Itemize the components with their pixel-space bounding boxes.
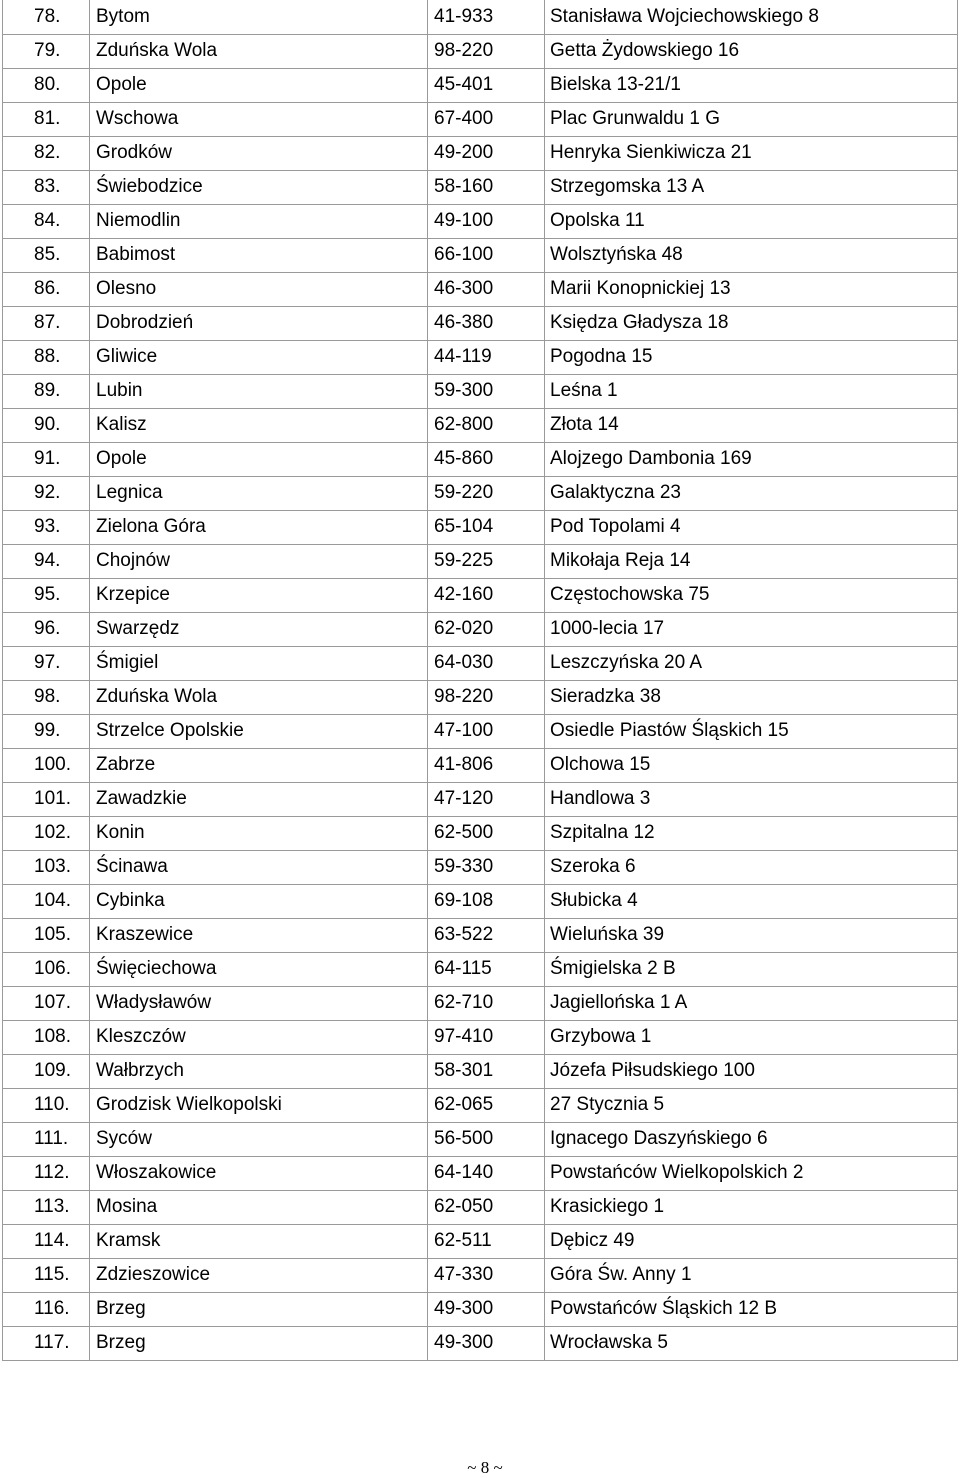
table-row xyxy=(3,204,958,238)
row-number: 108. xyxy=(3,1020,90,1054)
street-address-cell: Bielska 13-21/1 xyxy=(545,68,958,102)
postal-code-cell: 49-300 xyxy=(428,1326,545,1360)
page-number: ~ 8 ~ xyxy=(467,1458,503,1477)
city-cell: Kramsk xyxy=(90,1224,428,1258)
table-row xyxy=(3,374,958,408)
city-cell: Syców xyxy=(90,1122,428,1156)
postal-code-cell: 66-100 xyxy=(428,238,545,272)
row-number: 92. xyxy=(3,476,90,510)
street-address-cell: Sieradzka 38 xyxy=(545,680,958,714)
table-row xyxy=(3,170,958,204)
street-address-cell: Księdza Gładysza 18 xyxy=(545,306,958,340)
row-number: 103. xyxy=(3,850,90,884)
street-address-cell: Śmigielska 2 B xyxy=(545,952,958,986)
street-address-cell: Józefa Piłsudskiego 100 xyxy=(545,1054,958,1088)
table-row xyxy=(3,340,958,374)
city-cell: Zielona Góra xyxy=(90,510,428,544)
street-address-cell: Szeroka 6 xyxy=(545,850,958,884)
street-address-cell: Grzybowa 1 xyxy=(545,1020,958,1054)
table-row xyxy=(3,1088,958,1122)
city-cell: Grodków xyxy=(90,136,428,170)
city-cell: Wschowa xyxy=(90,102,428,136)
row-number: 105. xyxy=(3,918,90,952)
street-address-cell: Handlowa 3 xyxy=(545,782,958,816)
table-row xyxy=(3,476,958,510)
table-row xyxy=(3,34,958,68)
row-number: 112. xyxy=(3,1156,90,1190)
street-address-cell: Alojzego Dambonia 169 xyxy=(545,442,958,476)
table-row xyxy=(3,408,958,442)
postal-code-cell: 46-300 xyxy=(428,272,545,306)
street-address-cell: Olchowa 15 xyxy=(545,748,958,782)
row-number: 104. xyxy=(3,884,90,918)
address-table-body xyxy=(3,0,958,1360)
table-row xyxy=(3,68,958,102)
postal-code-cell: 98-220 xyxy=(428,34,545,68)
row-number: 110. xyxy=(3,1088,90,1122)
postal-code-cell: 59-300 xyxy=(428,374,545,408)
city-cell: Ścinawa xyxy=(90,850,428,884)
table-row xyxy=(3,544,958,578)
street-address-cell: 1000-lecia 17 xyxy=(545,612,958,646)
postal-code-cell: 65-104 xyxy=(428,510,545,544)
street-address-cell: Szpitalna 12 xyxy=(545,816,958,850)
postal-code-cell: 62-800 xyxy=(428,408,545,442)
row-number: 102. xyxy=(3,816,90,850)
postal-code-cell: 49-300 xyxy=(428,1292,545,1326)
postal-code-cell: 64-115 xyxy=(428,952,545,986)
street-address-cell: Jagiellońska 1 A xyxy=(545,986,958,1020)
city-cell: Chojnów xyxy=(90,544,428,578)
table-row xyxy=(3,272,958,306)
postal-code-cell: 47-120 xyxy=(428,782,545,816)
table-row xyxy=(3,1054,958,1088)
postal-code-cell: 64-140 xyxy=(428,1156,545,1190)
street-address-cell: Leszczyńska 20 A xyxy=(545,646,958,680)
postal-code-cell: 58-160 xyxy=(428,170,545,204)
table-row xyxy=(3,578,958,612)
table-row xyxy=(3,0,958,34)
city-cell: Kleszczów xyxy=(90,1020,428,1054)
postal-code-cell: 62-511 xyxy=(428,1224,545,1258)
row-number: 84. xyxy=(3,204,90,238)
city-cell: Brzeg xyxy=(90,1292,428,1326)
row-number: 115. xyxy=(3,1258,90,1292)
city-cell: Kraszewice xyxy=(90,918,428,952)
city-cell: Świebodzice xyxy=(90,170,428,204)
table-row xyxy=(3,986,958,1020)
postal-code-cell: 62-500 xyxy=(428,816,545,850)
table-row xyxy=(3,510,958,544)
street-address-cell: Krasickiego 1 xyxy=(545,1190,958,1224)
city-cell: Lubin xyxy=(90,374,428,408)
table-row xyxy=(3,782,958,816)
row-number: 113. xyxy=(3,1190,90,1224)
postal-code-cell: 62-710 xyxy=(428,986,545,1020)
postal-code-cell: 59-330 xyxy=(428,850,545,884)
table-row xyxy=(3,306,958,340)
row-number: 95. xyxy=(3,578,90,612)
city-cell: Kalisz xyxy=(90,408,428,442)
row-number: 109. xyxy=(3,1054,90,1088)
postal-code-cell: 62-050 xyxy=(428,1190,545,1224)
postal-code-cell: 62-020 xyxy=(428,612,545,646)
postal-code-cell: 47-100 xyxy=(428,714,545,748)
street-address-cell: Stanisława Wojciechowskiego 8 xyxy=(545,0,958,34)
table-row xyxy=(3,238,958,272)
table-row xyxy=(3,1020,958,1054)
city-cell: Mosina xyxy=(90,1190,428,1224)
postal-code-cell: 46-380 xyxy=(428,306,545,340)
city-cell: Babimost xyxy=(90,238,428,272)
postal-code-cell: 67-400 xyxy=(428,102,545,136)
row-number: 81. xyxy=(3,102,90,136)
row-number: 90. xyxy=(3,408,90,442)
row-number: 88. xyxy=(3,340,90,374)
table-row xyxy=(3,952,958,986)
city-cell: Dobrodzień xyxy=(90,306,428,340)
city-cell: Śmigiel xyxy=(90,646,428,680)
street-address-cell: Plac Grunwaldu 1 G xyxy=(545,102,958,136)
city-cell: Olesno xyxy=(90,272,428,306)
row-number: 91. xyxy=(3,442,90,476)
row-number: 82. xyxy=(3,136,90,170)
row-number: 79. xyxy=(3,34,90,68)
city-cell: Opole xyxy=(90,442,428,476)
row-number: 111. xyxy=(3,1122,90,1156)
street-address-cell: Pod Topolami 4 xyxy=(545,510,958,544)
street-address-cell: Strzegomska 13 A xyxy=(545,170,958,204)
street-address-cell: Opolska 11 xyxy=(545,204,958,238)
postal-code-cell: 42-160 xyxy=(428,578,545,612)
street-address-cell: Osiedle Piastów Śląskich 15 xyxy=(545,714,958,748)
table-row xyxy=(3,1190,958,1224)
city-cell: Opole xyxy=(90,68,428,102)
row-number: 96. xyxy=(3,612,90,646)
table-row xyxy=(3,1122,958,1156)
street-address-cell: Henryka Sienkiwicza 21 xyxy=(545,136,958,170)
postal-code-cell: 63-522 xyxy=(428,918,545,952)
row-number: 87. xyxy=(3,306,90,340)
postal-code-cell: 41-933 xyxy=(428,0,545,34)
row-number: 94. xyxy=(3,544,90,578)
table-row xyxy=(3,680,958,714)
postal-code-cell: 64-030 xyxy=(428,646,545,680)
street-address-cell: Leśna 1 xyxy=(545,374,958,408)
row-number: 107. xyxy=(3,986,90,1020)
table-row xyxy=(3,102,958,136)
row-number: 86. xyxy=(3,272,90,306)
postal-code-cell: 62-065 xyxy=(428,1088,545,1122)
city-cell: Włoszakowice xyxy=(90,1156,428,1190)
street-address-cell: Dębicz 49 xyxy=(545,1224,958,1258)
city-cell: Władysławów xyxy=(90,986,428,1020)
postal-code-cell: 56-500 xyxy=(428,1122,545,1156)
street-address-cell: Galaktyczna 23 xyxy=(545,476,958,510)
postal-code-cell: 98-220 xyxy=(428,680,545,714)
postal-code-cell: 69-108 xyxy=(428,884,545,918)
postal-code-cell: 97-410 xyxy=(428,1020,545,1054)
postal-code-cell: 59-220 xyxy=(428,476,545,510)
table-row xyxy=(3,646,958,680)
address-table xyxy=(2,0,958,1361)
city-cell: Bytom xyxy=(90,0,428,34)
street-address-cell: Ignacego Daszyńskiego 6 xyxy=(545,1122,958,1156)
table-row xyxy=(3,442,958,476)
postal-code-cell: 47-330 xyxy=(428,1258,545,1292)
table-row xyxy=(3,1156,958,1190)
street-address-cell: Wieluńska 39 xyxy=(545,918,958,952)
row-number: 89. xyxy=(3,374,90,408)
postal-code-cell: 49-200 xyxy=(428,136,545,170)
city-cell: Niemodlin xyxy=(90,204,428,238)
row-number: 97. xyxy=(3,646,90,680)
postal-code-cell: 45-401 xyxy=(428,68,545,102)
table-row xyxy=(3,136,958,170)
city-cell: Wałbrzych xyxy=(90,1054,428,1088)
street-address-cell: Słubicka 4 xyxy=(545,884,958,918)
street-address-cell: Marii Konopnickiej 13 xyxy=(545,272,958,306)
street-address-cell: Góra Św. Anny 1 xyxy=(545,1258,958,1292)
city-cell: Grodzisk Wielkopolski xyxy=(90,1088,428,1122)
row-number: 83. xyxy=(3,170,90,204)
row-number: 80. xyxy=(3,68,90,102)
city-cell: Cybinka xyxy=(90,884,428,918)
table-row xyxy=(3,884,958,918)
postal-code-cell: 59-225 xyxy=(428,544,545,578)
row-number: 78. xyxy=(3,0,90,34)
postal-code-cell: 49-100 xyxy=(428,204,545,238)
table-row xyxy=(3,918,958,952)
row-number: 99. xyxy=(3,714,90,748)
city-cell: Zdzieszowice xyxy=(90,1258,428,1292)
street-address-cell: Getta Żydowskiego 16 xyxy=(545,34,958,68)
city-cell: Legnica xyxy=(90,476,428,510)
postal-code-cell: 44-119 xyxy=(428,340,545,374)
table-row xyxy=(3,1224,958,1258)
table-row xyxy=(3,1326,958,1360)
street-address-cell: Powstańców Wielkopolskich 2 xyxy=(545,1156,958,1190)
street-address-cell: Złota 14 xyxy=(545,408,958,442)
city-cell: Święciechowa xyxy=(90,952,428,986)
postal-code-cell: 58-301 xyxy=(428,1054,545,1088)
table-row xyxy=(3,714,958,748)
city-cell: Gliwice xyxy=(90,340,428,374)
city-cell: Zduńska Wola xyxy=(90,34,428,68)
street-address-cell: 27 Stycznia 5 xyxy=(545,1088,958,1122)
street-address-cell: Wrocławska 5 xyxy=(545,1326,958,1360)
city-cell: Zawadzkie xyxy=(90,782,428,816)
table-row xyxy=(3,816,958,850)
city-cell: Strzelce Opolskie xyxy=(90,714,428,748)
table-row xyxy=(3,748,958,782)
city-cell: Zabrze xyxy=(90,748,428,782)
city-cell: Zduńska Wola xyxy=(90,680,428,714)
row-number: 98. xyxy=(3,680,90,714)
postal-code-cell: 41-806 xyxy=(428,748,545,782)
city-cell: Konin xyxy=(90,816,428,850)
street-address-cell: Mikołaja Reja 14 xyxy=(545,544,958,578)
street-address-cell: Powstańców Śląskich 12 B xyxy=(545,1292,958,1326)
row-number: 85. xyxy=(3,238,90,272)
row-number: 106. xyxy=(3,952,90,986)
table-row xyxy=(3,1258,958,1292)
row-number: 116. xyxy=(3,1292,90,1326)
table-row xyxy=(3,850,958,884)
table-row xyxy=(3,612,958,646)
city-cell: Krzepice xyxy=(90,578,428,612)
row-number: 101. xyxy=(3,782,90,816)
postal-code-cell: 45-860 xyxy=(428,442,545,476)
table-row xyxy=(3,1292,958,1326)
street-address-cell: Pogodna 15 xyxy=(545,340,958,374)
row-number: 117. xyxy=(3,1326,90,1360)
row-number: 100. xyxy=(3,748,90,782)
row-number: 114. xyxy=(3,1224,90,1258)
street-address-cell: Częstochowska 75 xyxy=(545,578,958,612)
city-cell: Brzeg xyxy=(90,1326,428,1360)
city-cell: Swarzędz xyxy=(90,612,428,646)
street-address-cell: Wolsztyńska 48 xyxy=(545,238,958,272)
row-number: 93. xyxy=(3,510,90,544)
